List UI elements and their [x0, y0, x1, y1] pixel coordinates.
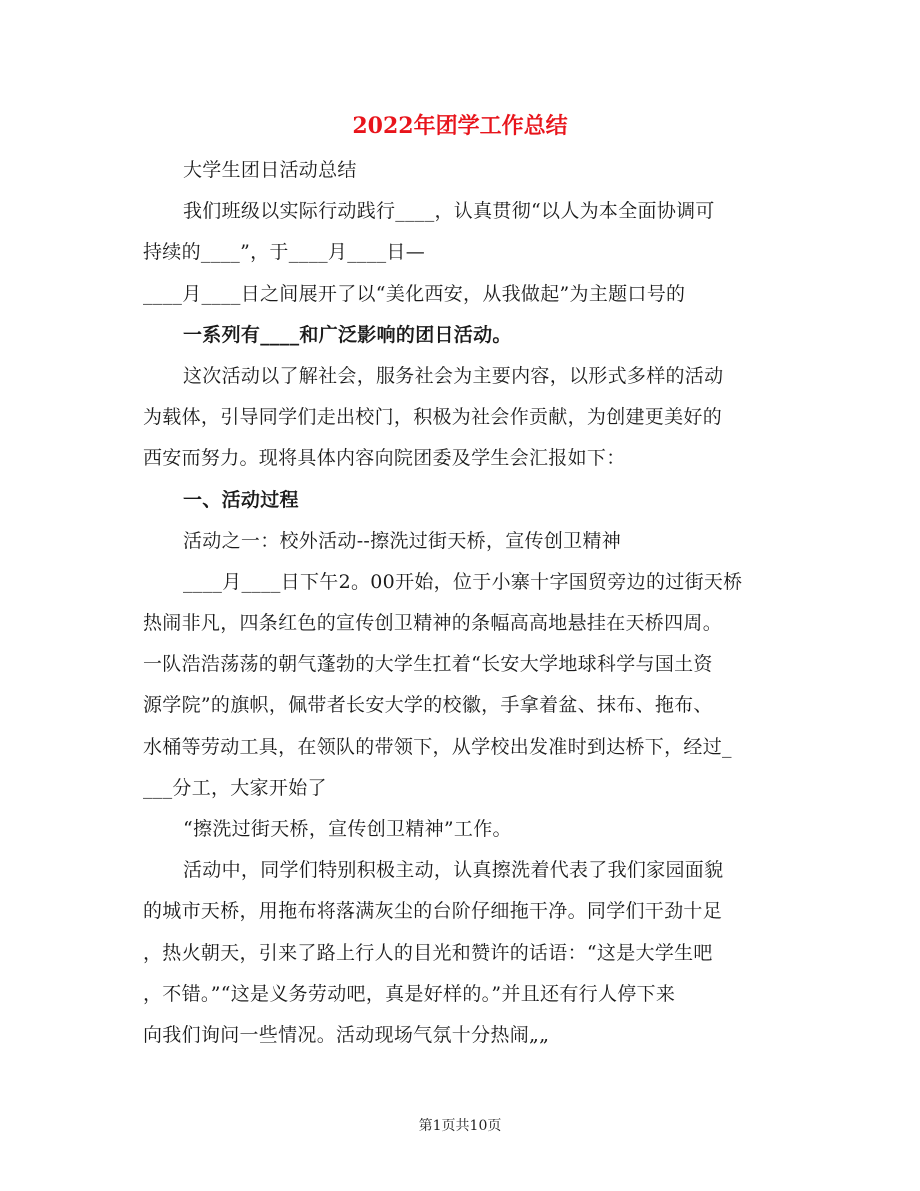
- subtitle-line: 大学生团日活动总结: [183, 159, 357, 181]
- paragraph-line: 源学院”的旗帜，佩带者长安大学的校徽，手拿着盆、抹布、拖布、: [143, 694, 713, 717]
- section-heading: 一、活动过程: [183, 488, 299, 511]
- document-title: 2022年团学工作总结: [352, 113, 568, 139]
- paragraph-line: 这次活动以了解社会，服务社会为主要内容，以形式多样的活动: [183, 364, 724, 387]
- paragraph-line: 水桶等劳动工具，在领队的带领下，从学校出发准时到达桥下，经过_: [143, 735, 732, 758]
- paragraph-line: 活动中，同学们特别积极主动，认真擦洗着代表了我们家园面貌: [183, 859, 724, 882]
- paragraph-line: ___分工，大家开始了: [143, 776, 327, 799]
- paragraph-line: ____月____日之间展开了以“美化西安，从我做起”为主题口号的: [143, 282, 686, 305]
- paragraph-line: 持续的____”，于____月____日—: [143, 241, 426, 264]
- paragraph-line: ____月____日下午2。00开始，位于小寨十字国贸旁边的过街天桥: [183, 570, 743, 593]
- paragraph-line: ，热火朝天，引来了路上行人的目光和赞许的话语：“这是大学生吧: [143, 941, 713, 964]
- paragraph-line: ，不错。”“这是义务劳动吧，真是好样的。”并且还有行人停下来: [143, 982, 676, 1005]
- paragraph-line: 热闹非凡，四条红色的宣传创卫精神的条幅高高地悬挂在天桥四周。: [143, 612, 723, 635]
- paragraph-line: 的城市天桥，用拖布将落满灰尘的台阶仔细拖干净。同学们干劲十足: [143, 900, 723, 923]
- document-body: [143, 150, 783, 1056]
- activity-heading: 活动之一：校外活动--擦洗过街天桥，宣传创卫精神: [183, 529, 622, 552]
- page-number-footer: 第1页共10页: [418, 1118, 502, 1134]
- paragraph-line: “擦洗过街天桥，宣传创卫精神”工作。: [183, 818, 512, 840]
- paragraph-line: 向我们询问一些情况。活动现场气氛十分热闹„„: [143, 1023, 550, 1046]
- paragraph-line: 我们班级以实际行动践行____，认真贯彻“以人为本全面协调可: [183, 200, 715, 223]
- paragraph-line: 一队浩浩荡荡的朝气蓬勃的大学生扛着“长安大学地球科学与国土资: [143, 653, 713, 676]
- paragraph-line-bold: 一系列有____和广泛影响的团日活动。: [183, 323, 512, 346]
- paragraph-line: 为载体，引导同学们走出校门，积极为社会作贡献，为创建更美好的: [143, 406, 723, 429]
- paragraph-line: 西安而努力。现将具体内容向院团委及学生会汇报如下：: [143, 447, 626, 470]
